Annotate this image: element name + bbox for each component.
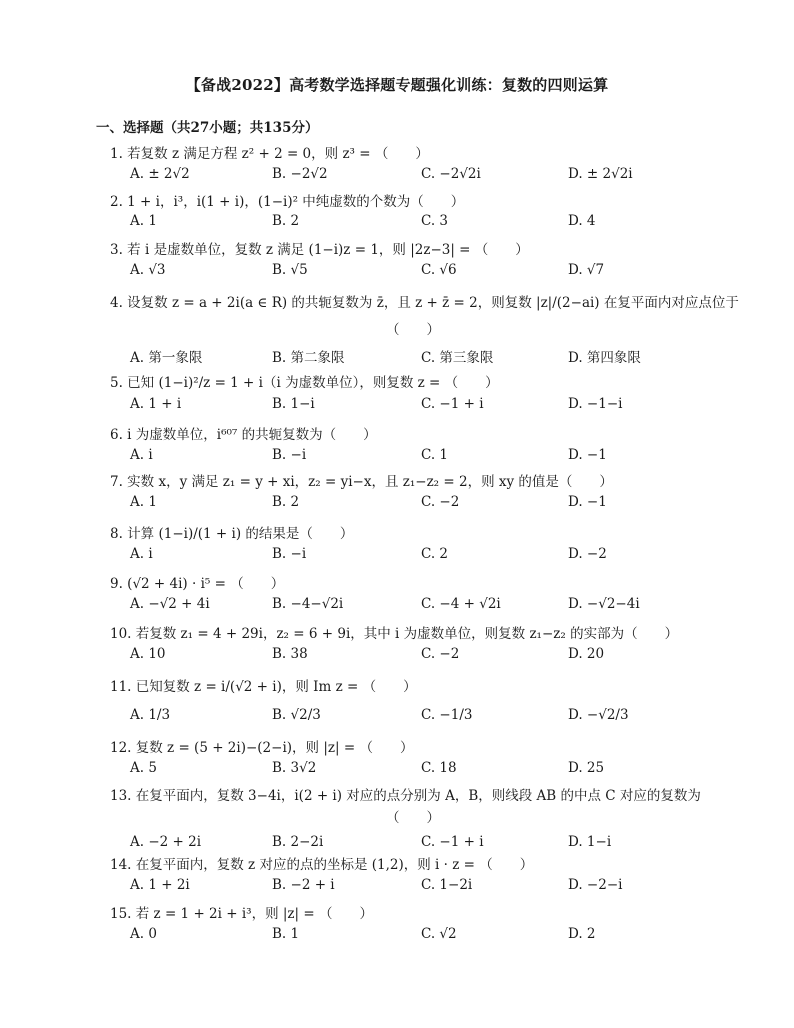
question-14-option-d: D. −2−i — [568, 877, 623, 893]
question-3-option-c: C. √6 — [421, 262, 457, 278]
question-11-option-a: A. 1/3 — [130, 707, 171, 723]
question-1-option-d: D. ± 2√2i — [568, 166, 633, 182]
question-1-option-b: B. −2√2 — [272, 166, 328, 182]
question-10-stem: 10. 若复数 z₁ = 4 + 29i，z₂ = 6 + 9i，其中 i 为虚数单位，则复数 z₁−z₂ 的实部为（ ） — [110, 626, 679, 642]
question-2-option-d: D. 4 — [568, 213, 596, 229]
question-7-option-d: D. −1 — [568, 494, 607, 510]
question-5-stem: 5. 已知 (1−i)²/z = 1 + i（i 为虚数单位），则复数 z = （ ） — [110, 375, 499, 391]
question-15-option-d: D. 2 — [568, 926, 596, 942]
question-9-option-a: A. −√2 + 4i — [130, 596, 210, 612]
question-13-answer-paren: （ ） — [386, 810, 440, 826]
question-3-stem: 3. 若 i 是虚数单位，复数 z 满足 (1−i)z = 1，则 |2z−3| = （ ） — [110, 242, 529, 258]
question-5-option-b: B. 1−i — [272, 396, 315, 412]
question-7-stem: 7. 实数 x，y 满足 z₁ = y + xi，z₂ = yi−x，且 z₁−z₂ = 2，则 xy 的值是（ ） — [110, 474, 613, 490]
question-3-option-a: A. √3 — [130, 262, 166, 278]
question-9-option-b: B. −4−√2i — [272, 596, 344, 612]
question-9-option-d: D. −√2−4i — [568, 596, 640, 612]
question-12-option-c: C. 18 — [421, 760, 457, 776]
section-heading: 一、选择题（共27小题；共135分） — [96, 120, 319, 136]
question-8-option-d: D. −2 — [568, 546, 607, 562]
question-4-option-a: A. 第一象限 — [130, 350, 203, 366]
question-15-option-a: A. 0 — [130, 926, 157, 942]
question-13-option-b: B. 2−2i — [272, 834, 324, 850]
question-9-stem: 9. (√2 + 4i) · i⁵ = （ ） — [110, 576, 285, 592]
question-7-option-b: B. 2 — [272, 494, 300, 510]
question-2-option-c: C. 3 — [421, 213, 449, 229]
question-4-option-d: D. 第四象限 — [568, 350, 641, 366]
question-3-option-d: D. √7 — [568, 262, 605, 278]
question-6-option-a: A. i — [130, 447, 153, 463]
question-10-option-d: D. 20 — [568, 646, 605, 662]
question-12-option-a: A. 5 — [130, 760, 157, 776]
question-8-option-c: C. 2 — [421, 546, 449, 562]
question-2-option-b: B. 2 — [272, 213, 300, 229]
question-4-stem: 4. 设复数 z = a + 2i(a ∈ R) 的共轭复数为 z̄，且 z + z̄ = 2，则复数 |z|/(2−ai) 在复平面内对应点位于 — [110, 295, 739, 311]
question-14-stem: 14. 在复平面内，复数 z 对应的点的坐标是 (1,2)，则 i · z = （ ） — [110, 857, 534, 873]
question-1-option-a: A. ± 2√2 — [130, 166, 190, 182]
question-5-option-c: C. −1 + i — [421, 396, 484, 412]
question-10-option-b: B. 38 — [272, 646, 308, 662]
question-5-option-d: D. −1−i — [568, 396, 623, 412]
question-5-option-a: A. 1 + i — [130, 396, 182, 412]
question-2-stem: 2. 1 + i，i³，i(1 + i)，(1−i)² 中纯虚数的个数为（ ） — [110, 194, 465, 210]
question-7-option-c: C. −2 — [421, 494, 460, 510]
question-12-option-b: B. 3√2 — [272, 760, 317, 776]
question-14-option-c: C. 1−2i — [421, 877, 473, 893]
question-3-option-b: B. √5 — [272, 262, 308, 278]
question-1-option-c: C. −2√2i — [421, 166, 481, 182]
question-13-stem: 13. 在复平面内，复数 3−4i，i(2 + i) 对应的点分别为 A，B，则线段 AB 的中点 C 对应的复数为 — [110, 788, 701, 804]
question-11-option-d: D. −√2/3 — [568, 707, 629, 723]
question-15-option-c: C. √2 — [421, 926, 457, 942]
question-13-option-d: D. 1−i — [568, 834, 612, 850]
question-13-option-c: C. −1 + i — [421, 834, 484, 850]
question-4-answer-paren: （ ） — [386, 322, 440, 338]
question-15-stem: 15. 若 z = 1 + 2i + i³，则 |z| = （ ） — [110, 906, 373, 922]
question-12-stem: 12. 复数 z = (5 + 2i)−(2−i)，则 |z| = （ ） — [110, 740, 414, 756]
question-15-option-b: B. 1 — [272, 926, 300, 942]
question-8-option-b: B. −i — [272, 546, 307, 562]
question-9-option-c: C. −4 + √2i — [421, 596, 501, 612]
question-6-option-b: B. −i — [272, 447, 307, 463]
question-8-stem: 8. 计算 (1−i)/(1 + i) 的结果是（ ） — [110, 526, 354, 542]
question-7-option-a: A. 1 — [130, 494, 157, 510]
question-11-option-c: C. −1/3 — [421, 707, 473, 723]
question-11-stem: 11. 已知复数 z = i/(√2 + i)，则 Im z = （ ） — [110, 679, 417, 695]
question-6-option-d: D. −1 — [568, 447, 607, 463]
question-8-option-a: A. i — [130, 546, 153, 562]
question-14-option-a: A. 1 + 2i — [130, 877, 190, 893]
page-title: 【备战2022】高考数学选择题专题强化训练：复数的四则运算 — [185, 76, 609, 94]
question-6-stem: 6. i 为虚数单位，i⁶⁰⁷ 的共轭复数为（ ） — [110, 427, 377, 443]
question-11-option-b: B. √2/3 — [272, 707, 321, 723]
question-6-option-c: C. 1 — [421, 447, 449, 463]
question-2-option-a: A. 1 — [130, 213, 157, 229]
question-14-option-b: B. −2 + i — [272, 877, 335, 893]
question-13-option-a: A. −2 + 2i — [130, 834, 202, 850]
question-12-option-d: D. 25 — [568, 760, 605, 776]
question-10-option-c: C. −2 — [421, 646, 460, 662]
question-1-stem: 1. 若复数 z 满足方程 z² + 2 = 0，则 z³ = （ ） — [110, 146, 429, 162]
question-4-option-b: B. 第二象限 — [272, 350, 345, 366]
question-4-option-c: C. 第三象限 — [421, 350, 494, 366]
question-10-option-a: A. 10 — [130, 646, 166, 662]
